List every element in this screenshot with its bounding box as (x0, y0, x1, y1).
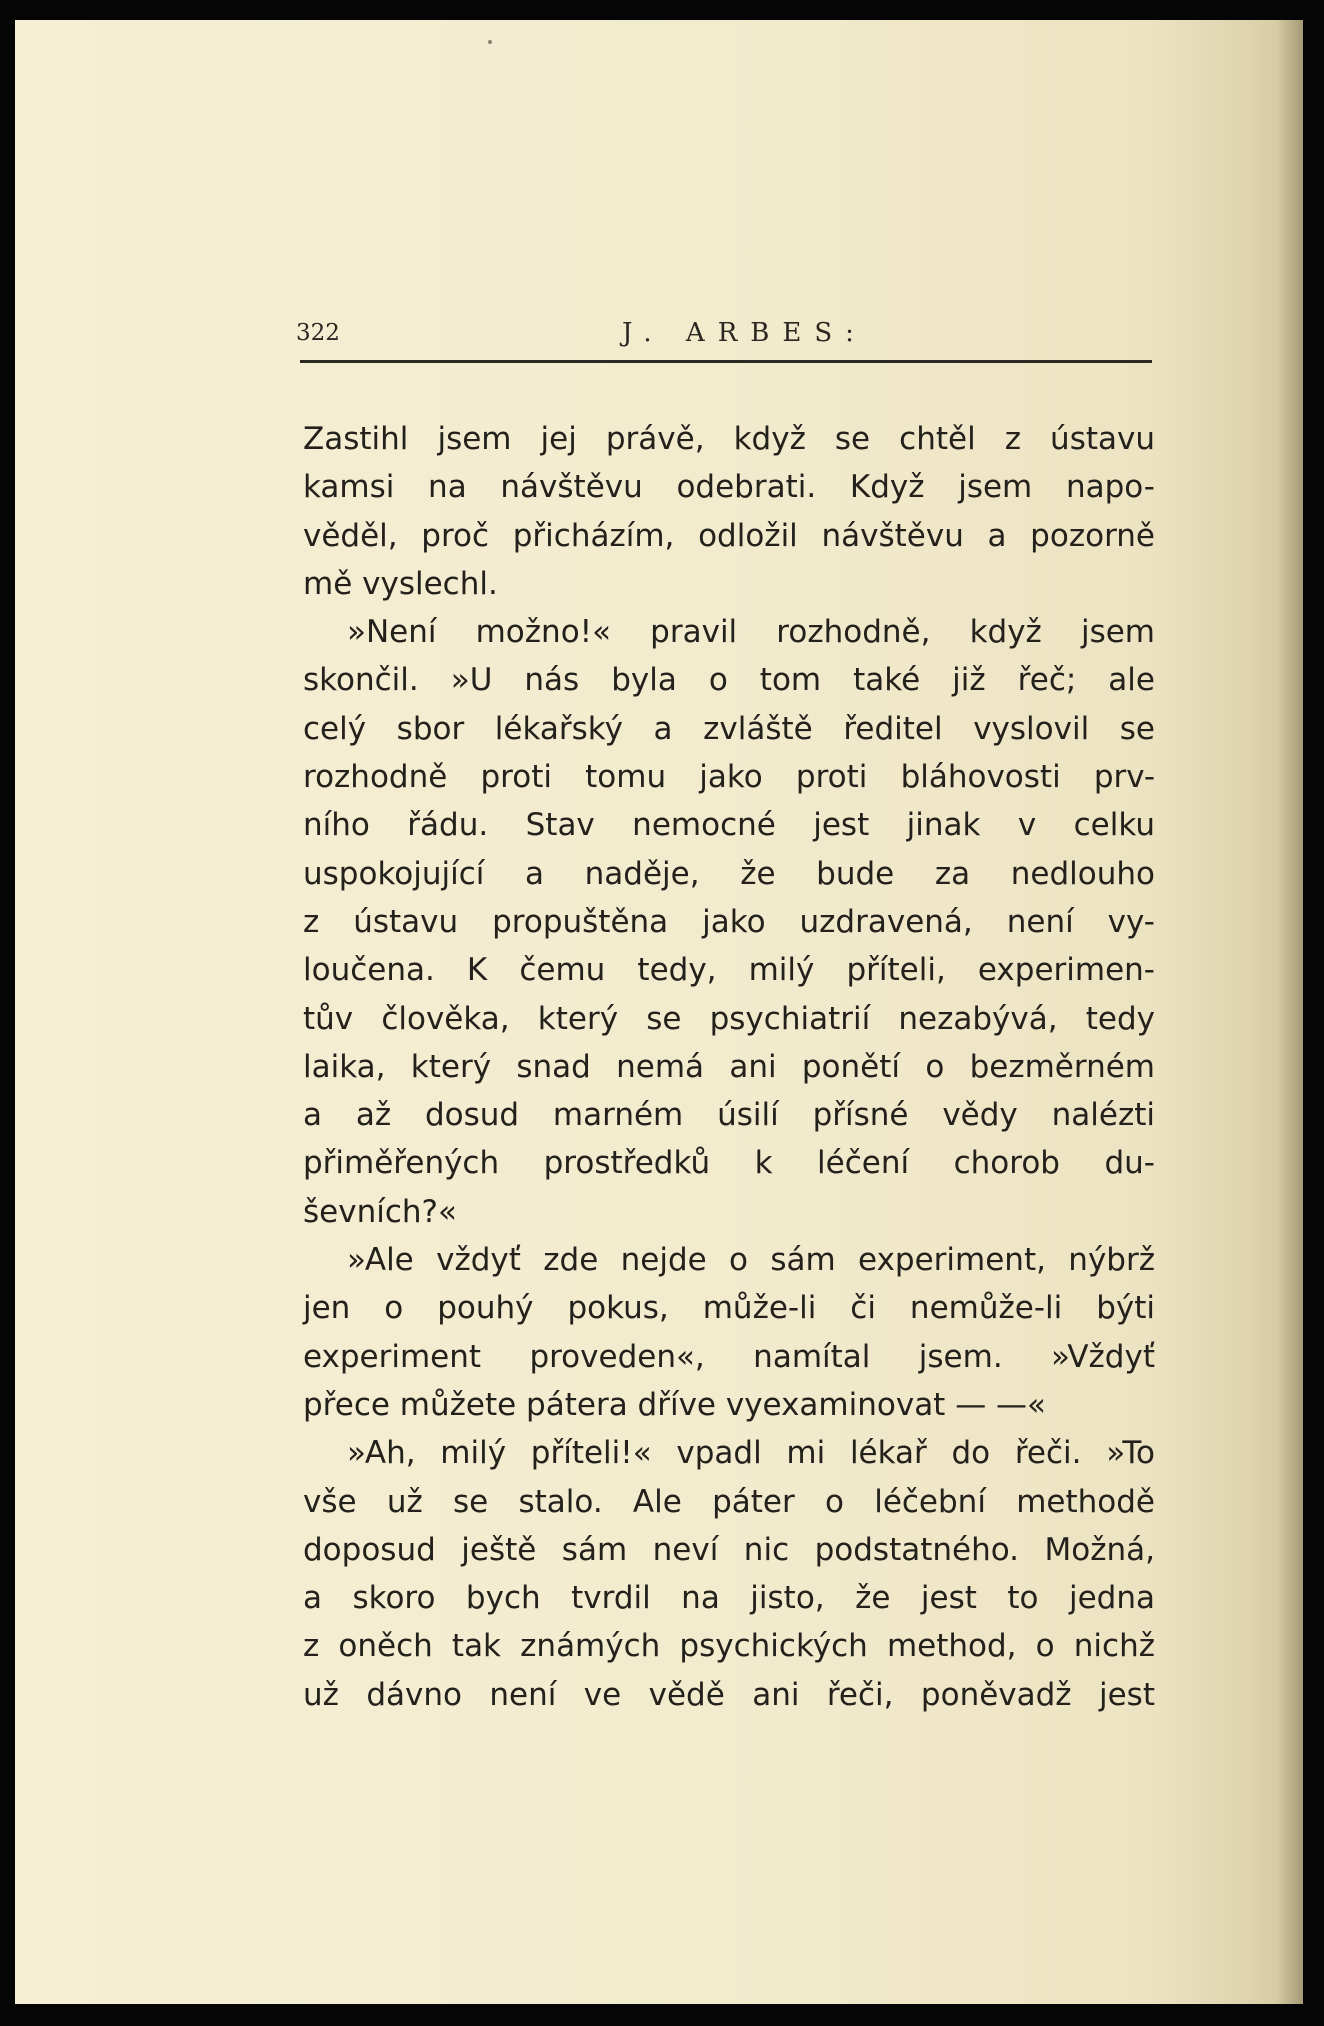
text-line: ního řádu. Stav nemocné jest jinak v celku (303, 807, 1155, 844)
text-line: skončil. »U nás byla o tom také již řeč; ale (303, 662, 1155, 699)
text-line: přiměřených prostředků k léčení chorob du- (303, 1145, 1155, 1182)
text-line: tův člověka, který se psychiatrií nezabývá, tedy (303, 1000, 1155, 1037)
text-line: kamsi na návštěvu odebrati. Když jsem napo- (303, 469, 1155, 506)
text-line: »Není možno!« pravil rozhodně, když jsem (347, 614, 1155, 651)
text-line: už dávno není ve vědě ani řeči, poněvadž jest (303, 1676, 1155, 1713)
text-line: rozhodně proti tomu jako proti bláhovosti prv- (303, 759, 1155, 796)
body-text (303, 415, 1155, 1719)
text-line: celý sbor lékařský a zvláště ředitel vyslovil se (303, 710, 1155, 747)
running-head (296, 318, 1152, 362)
text-line: doposud ještě sám neví nic podstatného. Možná, (303, 1531, 1155, 1568)
header-rule (300, 360, 1152, 363)
text-line: »Ale vždyť zde nejde o sám experiment, nýbrž (347, 1242, 1155, 1279)
text-line: a až dosud marném úsilí přísné vědy nalézti (303, 1097, 1155, 1134)
text-line: laika, který snad nemá ani ponětí o bezměrném (303, 1048, 1155, 1085)
text-line: uspokojující a naděje, že bude za nedlouho (303, 855, 1155, 892)
text-line: z oněch tak známých psychických method, o nichž (303, 1628, 1155, 1665)
text-line: mě vyslechl. (303, 565, 498, 602)
text-line: a skoro bych tvrdil na jisto, že jest to jedna (303, 1580, 1155, 1617)
text-line: Zastihl jsem jej právě, když se chtěl z ústavu (303, 421, 1155, 457)
text-line: ševních?« (303, 1193, 457, 1230)
running-head-title: J. ARBES: (622, 318, 867, 348)
text-line: věděl, proč přicházím, odložil návštěvu a pozorně (303, 517, 1155, 554)
text-line: experiment proveden«, namítal jsem. »Vždyť (303, 1338, 1155, 1375)
page-edge-shadow (1277, 20, 1303, 2004)
page-number: 322 (296, 320, 340, 346)
paper-speck (488, 40, 492, 44)
text-line: jen o pouhý pokus, může-li či nemůže-li býti (303, 1290, 1155, 1327)
text-line: přece můžete pátera dříve vyexaminovat — —« (303, 1386, 1047, 1423)
text-line: loučena. K čemu tedy, milý příteli, experimen- (303, 952, 1155, 989)
text-line: z ústavu propuštěna jako uzdravená, není vy- (303, 903, 1155, 940)
text-line: vše už se stalo. Ale páter o léčební methodě (303, 1483, 1155, 1520)
text-line: »Ah, milý příteli!« vpadl mi lékař do řeči. »To (347, 1435, 1155, 1472)
